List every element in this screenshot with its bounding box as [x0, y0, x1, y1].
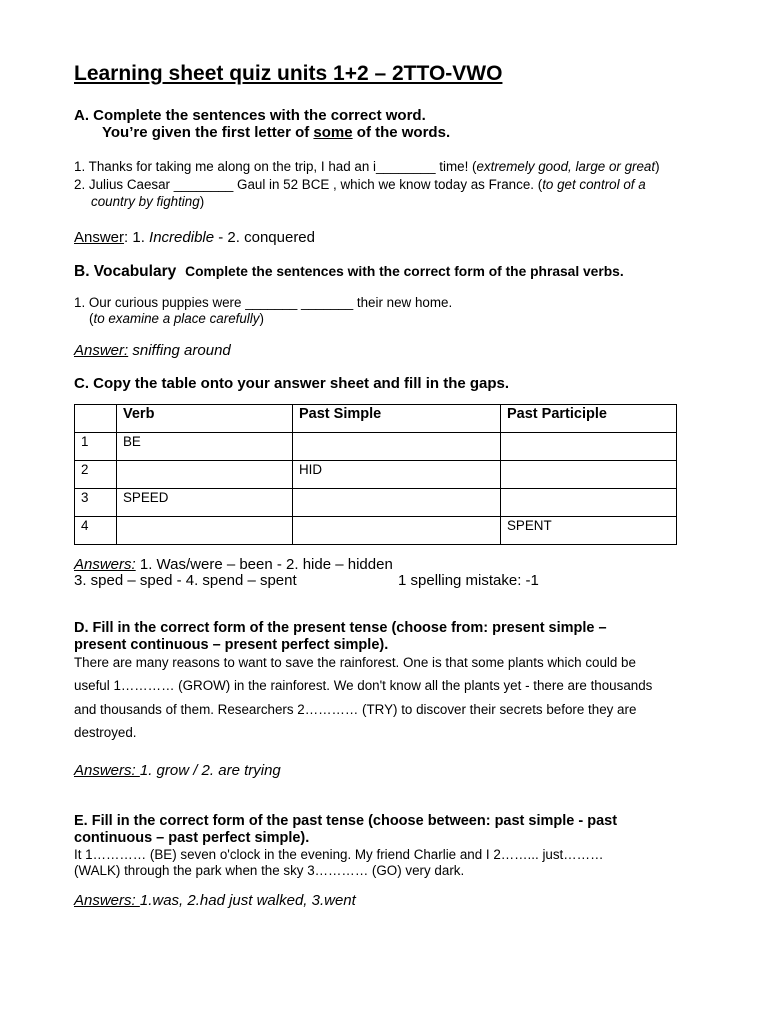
table-cell: 3 — [75, 489, 117, 517]
section-b-label: B. Vocabulary — [74, 263, 177, 280]
section-a-heading-line1: A. Complete the sentences with the correct word. — [74, 107, 426, 124]
table-row — [75, 517, 677, 545]
table-cell — [501, 489, 677, 517]
section-c-answers-line1 — [74, 556, 393, 573]
section-d-heading-line1: D. Fill in the correct form of the present tense (choose from: present simple – — [74, 620, 607, 636]
hint-open: ( — [89, 311, 94, 326]
table-row — [75, 489, 677, 517]
section-c-answers-line2: 3. sped – sped - 4. spend – spent — [74, 572, 297, 589]
answers-text: 1.was, 2.had just walked, 3.went — [139, 892, 356, 909]
table-cell: SPEED — [117, 489, 293, 517]
table-cell: 4 — [75, 517, 117, 545]
table-cell: BE — [117, 433, 293, 461]
section-b-instruction: Complete the sentences with the correct form of the phrasal verbs. — [185, 264, 624, 279]
section-a-question-2-cont — [91, 194, 204, 209]
answers-label: Answers: — [74, 556, 136, 573]
table-cell: 2 — [75, 461, 117, 489]
answer-rest: - 2. conquered — [214, 229, 315, 246]
section-e-heading-line2: continuous – past perfect simple). — [74, 830, 310, 846]
table-cell — [501, 433, 677, 461]
answers-text: 1. grow / 2. are trying — [139, 762, 281, 779]
table-header-cell — [75, 405, 117, 433]
paragraph-line: It 1………… (BE) seven o'clock in the evening. My friend Charlie and I 2……... just……… — [74, 847, 604, 862]
question-hint: to examine a place carefully — [93, 311, 260, 326]
section-b-question-1-hint — [89, 311, 264, 326]
answer-1: Incredible — [149, 229, 215, 246]
table-cell — [117, 461, 293, 489]
answers-label: Answers: — [74, 762, 140, 779]
table-cell — [117, 517, 293, 545]
section-a-question-1 — [74, 159, 660, 174]
question-hint: extremely good, large or great — [476, 159, 656, 174]
section-a-heading-post: of the words. — [352, 124, 451, 141]
table-header-row — [75, 405, 677, 433]
spelling-note: 1 spelling mistake: -1 — [398, 572, 539, 589]
section-e-paragraph — [74, 847, 694, 879]
verb-table — [74, 404, 677, 545]
section-c-heading: C. Copy the table onto your answer sheet and fill in the gaps. — [74, 375, 510, 392]
table-cell: 1 — [75, 433, 117, 461]
question-text: 2. Julius Caesar ________ Gaul in 52 BCE , which we know today as France. ( — [74, 177, 543, 192]
question-hint: to get control of a — [542, 177, 646, 192]
paragraph-line: There are many reasons to want to save the rainforest. One is that some plants which could be — [74, 655, 636, 670]
section-a-answer — [74, 229, 315, 246]
paragraph-line: (WALK) through the park when the sky 3………… (GO) very dark. — [74, 863, 465, 878]
paragraph-line: destroyed. — [74, 724, 137, 740]
section-e-heading-line1: E. Fill in the correct form of the past tense (choose between: past simple - past — [74, 813, 618, 829]
section-a-question-2 — [74, 177, 646, 192]
section-e-answers — [74, 892, 356, 909]
section-a-heading-pre: You’re given the first letter of — [102, 124, 314, 141]
section-b-answer — [74, 342, 231, 359]
paragraph-line: and thousands of them. Researchers 2………… (TRY) to discover their secrets before they are — [74, 701, 637, 717]
table-cell — [501, 461, 677, 489]
section-b-question-1: 1. Our curious puppies were _______ _______ their new home. — [74, 295, 453, 310]
question-text: 1. Thanks for taking me along on the trip, I had an i________ time! ( — [74, 159, 477, 174]
section-b-heading — [74, 263, 624, 281]
answer-text: sniffing around — [128, 342, 231, 359]
table-header-cell: Past Simple — [293, 405, 501, 433]
table-header-cell: Past Participle — [501, 405, 677, 433]
table-cell — [293, 489, 501, 517]
answers-text: 1. Was/were – been - 2. hide – hidden — [135, 556, 393, 573]
question-hint: country by fighting — [91, 194, 200, 209]
table-row — [75, 461, 677, 489]
question-hint-close: ) — [199, 194, 205, 209]
hint-close: ) — [259, 311, 264, 326]
section-a-heading-line2 — [102, 124, 450, 141]
section-d-paragraph — [74, 651, 694, 744]
paragraph-line: useful 1………… (GROW) in the rainforest. We don't know all the plants yet - there are thousands — [74, 678, 653, 694]
page-title: Learning sheet quiz units 1+2 – 2TTO-VWO — [74, 62, 503, 85]
section-d-heading-line2: present continuous – present perfect simple). — [74, 637, 389, 653]
section-d-answers — [74, 762, 281, 779]
answers-label: Answers: — [74, 892, 140, 909]
answer-label: Answer — [74, 229, 125, 246]
answer-label: Answer: — [74, 342, 129, 359]
answer-pre: : 1. — [124, 229, 150, 246]
table-row — [75, 433, 677, 461]
table-cell: SPENT — [501, 517, 677, 545]
table-cell — [293, 433, 501, 461]
table-cell — [293, 517, 501, 545]
table-cell: HID — [293, 461, 501, 489]
section-a-heading-underlined: some — [313, 124, 353, 141]
table-header-cell: Verb — [117, 405, 293, 433]
question-hint-close: ) — [655, 159, 660, 174]
